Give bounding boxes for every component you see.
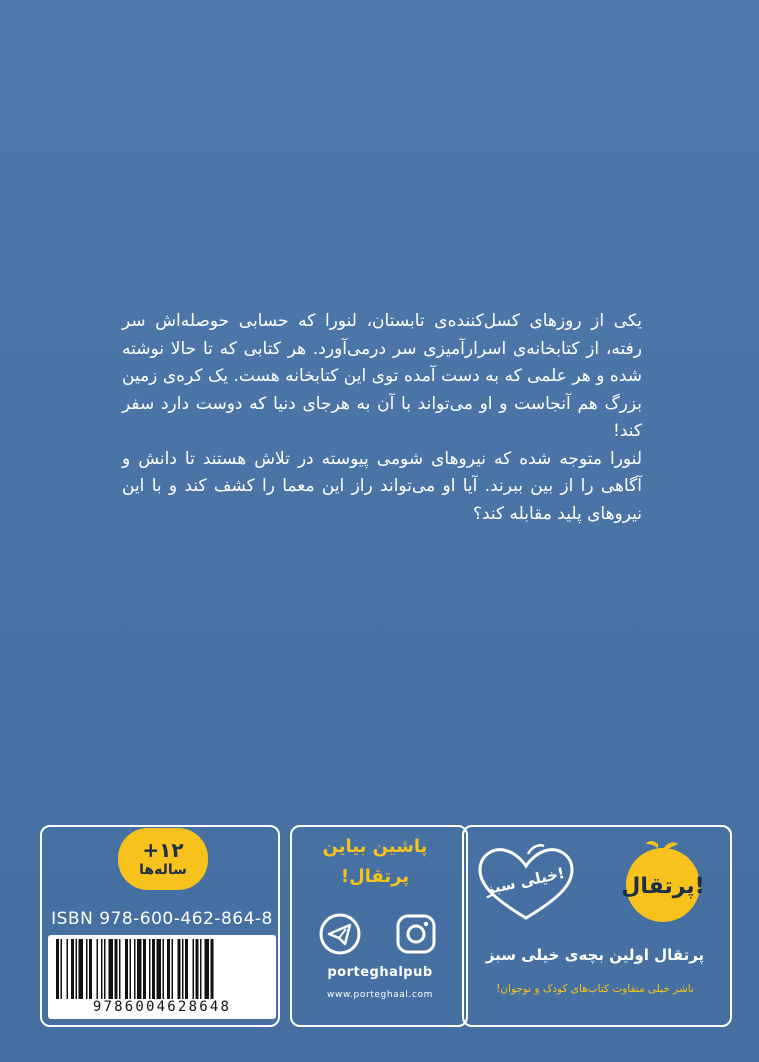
follow-line-2: پرتقال! (340, 866, 410, 887)
age-rating-badge (118, 828, 208, 890)
publisher-slogan: پرتقال اولین بچه‌ی خیلی سبز (485, 946, 705, 964)
blurb-paragraph-1: یکی از روزهای کسل‌کننده‌ی تابستان، لنورا که حسابی حوصله‌اش سر رفته، از کتابخانه‌ی اسرارآمیزی سر درمی‌آورد. هر کتابی که تا حالا نوشته شده و هر علمی که به دست آمده توی این کتابخانه هست. یک کره‌ی زمین بزرگ هم آنجاست و او می‌تواند با آن به هرجای دنیا که دوست دارد سفر کند! (122, 311, 642, 441)
stamp-text: خیلی سبز! (483, 863, 567, 899)
telegram-icon[interactable] (318, 912, 362, 956)
social-icons (318, 912, 438, 956)
publisher-logo (608, 838, 718, 924)
blurb-paragraph-2: لنورا متوجه شده که نیروهای شومی پیوسته در تلاش هستند تا دانش و آگاهی را از بین ببرند. آیا او می‌تواند راز این معما را کشف کند و با این نیروهای پلید مقابله کند؟ (122, 448, 642, 524)
instagram-icon[interactable] (394, 912, 438, 956)
follow-line-1: پاشین بیاین (322, 836, 428, 857)
barcode-digits: 9786004628648 (48, 999, 276, 1015)
barcode-bars-icon (56, 939, 268, 999)
publisher-stamp (466, 838, 586, 924)
book-blurb (122, 308, 642, 528)
social-handle: porteghalpub (327, 965, 433, 980)
follow-us-text (300, 832, 450, 892)
publisher-tagline: ناشر خیلی متفاوت کتاب‌های کودک و نوجوان! (496, 983, 694, 995)
age-label: ساله‌ها (139, 862, 187, 878)
barcode (48, 935, 276, 1019)
isbn-text: ISBN 978-600-462-864-8 (51, 909, 273, 929)
age-number: +۱۲ (142, 838, 184, 862)
logo-text: پرتقال! (621, 874, 705, 899)
website-url[interactable]: www.porteghaal.com (327, 990, 433, 1000)
